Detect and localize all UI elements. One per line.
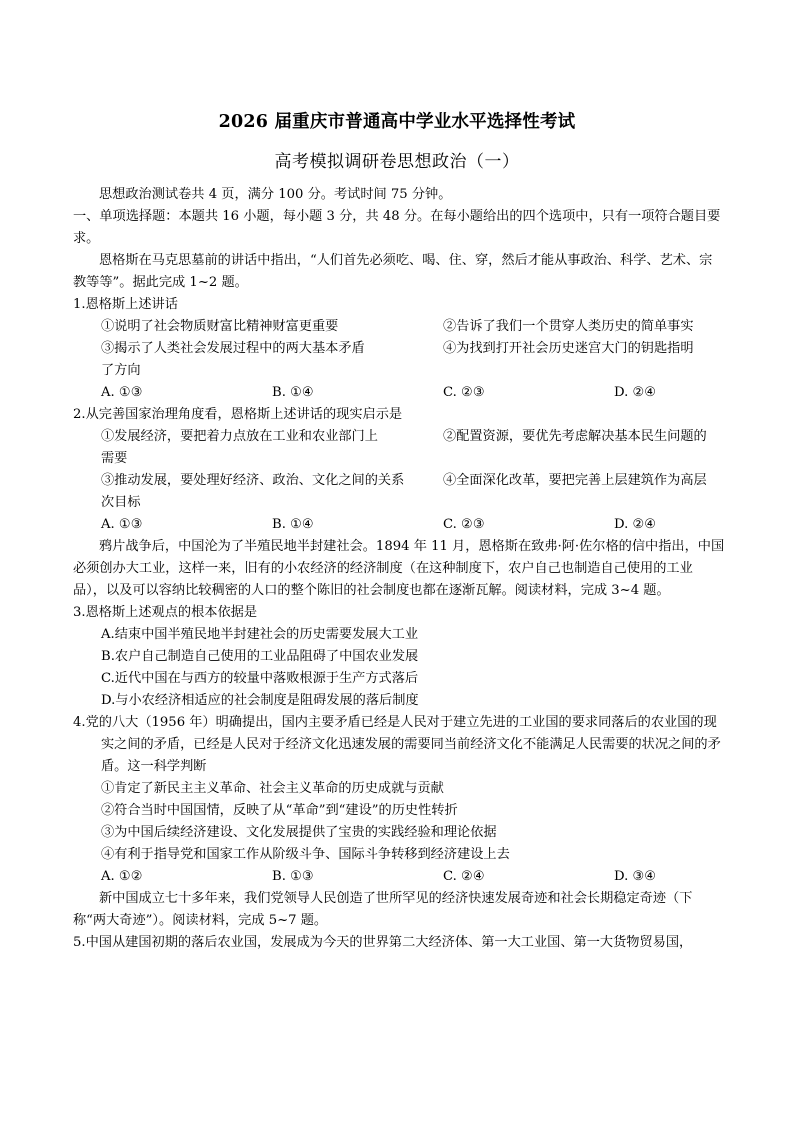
option-d: D. ②④ bbox=[614, 517, 657, 532]
option-b: B.农户自己制造自己使用的工业品阻碍了中国农业发展 bbox=[101, 649, 419, 664]
option-d: D. ②④ bbox=[614, 385, 657, 400]
answer-options bbox=[73, 514, 725, 536]
statement-row bbox=[73, 426, 725, 448]
question-2 bbox=[73, 404, 725, 536]
statement-4: ④为找到打开社会历史迷宫大门的钥匙指明 bbox=[443, 341, 694, 356]
question-1 bbox=[73, 294, 725, 404]
statement-4-continued: 了方向 bbox=[101, 363, 141, 378]
statement-1: ①说明了社会物质财富比精神财富更重要 bbox=[101, 319, 339, 334]
option-b: B. ①④ bbox=[272, 517, 314, 532]
question-stem: 3.恩格斯上述观点的根本依据是 bbox=[73, 605, 258, 620]
question-3 bbox=[73, 602, 725, 712]
answer-options bbox=[73, 866, 725, 888]
statement-4: ④全面深化改革，要把完善上层建筑作为高层 bbox=[443, 473, 707, 488]
question-5-stem: 5.中国从建国初期的落后农业国，发展成为今天的世界第二大经济体、第一大工业国、第一大货物贸易国， bbox=[73, 935, 693, 950]
option-c: C. ②③ bbox=[443, 385, 485, 400]
statement-3: ③推动发展，要处理好经济、政治、文化之间的关系 bbox=[101, 473, 405, 488]
exam-content bbox=[73, 184, 725, 954]
statement-4-continued: 次目标 bbox=[101, 495, 141, 510]
option-a: A. ①③ bbox=[101, 517, 143, 532]
material-1: 恩格斯在马克思墓前的讲话中指出，“人们首先必须吃、喝、住、穿，然后才能从事政治、科学、艺术、宗教等等”。据此完成 1~2 题。 bbox=[73, 253, 713, 290]
option-d: D. ③④ bbox=[614, 869, 657, 884]
statement-3: ③为中国后续经济建设、文化发展提供了宝贵的实践经验和理论依据 bbox=[101, 825, 497, 840]
option-d: D.与小农经济相适应的社会制度是阻碍发展的落后制度 bbox=[101, 693, 419, 708]
statement-row bbox=[73, 470, 725, 492]
option-c: C.近代中国在与西方的较量中落败根源于生产方式落后 bbox=[101, 671, 419, 686]
statement-1: ①肯定了新民主主义革命、社会主义革命的历史成就与贡献 bbox=[101, 781, 444, 796]
question-4 bbox=[73, 712, 725, 888]
intro-text: 思想政治测试卷共 4 页，满分 100 分。考试时间 75 分钟。 bbox=[99, 187, 452, 202]
statement-3: ③揭示了人类社会发展过程中的两大基本矛盾 bbox=[101, 341, 365, 356]
section-heading: 一、单项选择题：本题共 16 小题，每小题 3 分，共 48 分。在每小题给出的四个选项中，只有一项符合题目要求。 bbox=[73, 209, 721, 246]
statement-2-continued: 需要 bbox=[101, 451, 128, 466]
answer-options bbox=[73, 382, 725, 404]
option-a: A. ①③ bbox=[101, 385, 143, 400]
material-2: 鸦片战争后，中国沦为了半殖民地半封建社会。1894 年 11 月，恩格斯在致弗·阿·佐尔格的信中指出，中国必须创办大工业，这样一来，旧有的小农经济的经济制度（在这种制度下，农户自己也制造自己使用的工业品），以及可以容纳比较稠密的人口的整个陈旧的社会制度也都在逐渐瓦解。阅读材料，完成 3~4 题。 bbox=[73, 539, 725, 598]
question-stem: 2.从完善国家治理角度看，恩格斯上述讲话的现实启示是 bbox=[73, 407, 403, 422]
question-stem: 1.恩格斯上述讲话 bbox=[73, 297, 178, 312]
statement-2: ②告诉了我们一个贯穿人类历史的简单事实 bbox=[443, 319, 694, 334]
exam-title: 2026 届重庆市普通高中学业水平选择性考试 bbox=[218, 112, 576, 132]
option-a: A. ①② bbox=[101, 869, 143, 884]
material-3: 新中国成立七十多年来，我们党领导人民创造了世所罕见的经济快速发展奇迹和社会长期稳定奇迹（下称“两大奇迹”）。阅读材料，完成 5~7 题。 bbox=[73, 891, 693, 928]
option-c: C. ②③ bbox=[443, 517, 485, 532]
option-a: A.结束中国半殖民地半封建社会的历史需要发展大工业 bbox=[101, 627, 419, 642]
statement-row bbox=[73, 316, 725, 338]
statement-1: ①发展经济，要把着力点放在工业和农业部门上 bbox=[101, 429, 378, 444]
statement-2: ②配置资源，要优先考虑解决基本民生问题的 bbox=[443, 429, 707, 444]
exam-subtitle: 高考模拟调研卷思想政治（一） bbox=[274, 152, 520, 172]
question-stem: 4.党的八大（1956 年）明确提出，国内主要矛盾已经是人民对于建立先进的工业国的要求同落后的农业国的现实之间的矛盾，已经是人民对于经济文化迅速发展的需要同当前经济文化不能满足人民需要的状况之间的矛盾。这一科学判断 bbox=[73, 715, 721, 774]
statement-4: ④有利于指导党和国家工作从阶级斗争、国际斗争转移到经济建设上去 bbox=[101, 847, 510, 862]
statement-2: ②符合当时中国国情，反映了从“革命”到“建设”的历史性转折 bbox=[101, 803, 458, 818]
option-c: C. ②④ bbox=[443, 869, 485, 884]
option-b: B. ①③ bbox=[272, 869, 314, 884]
option-b: B. ①④ bbox=[272, 385, 314, 400]
statement-row bbox=[73, 338, 725, 360]
